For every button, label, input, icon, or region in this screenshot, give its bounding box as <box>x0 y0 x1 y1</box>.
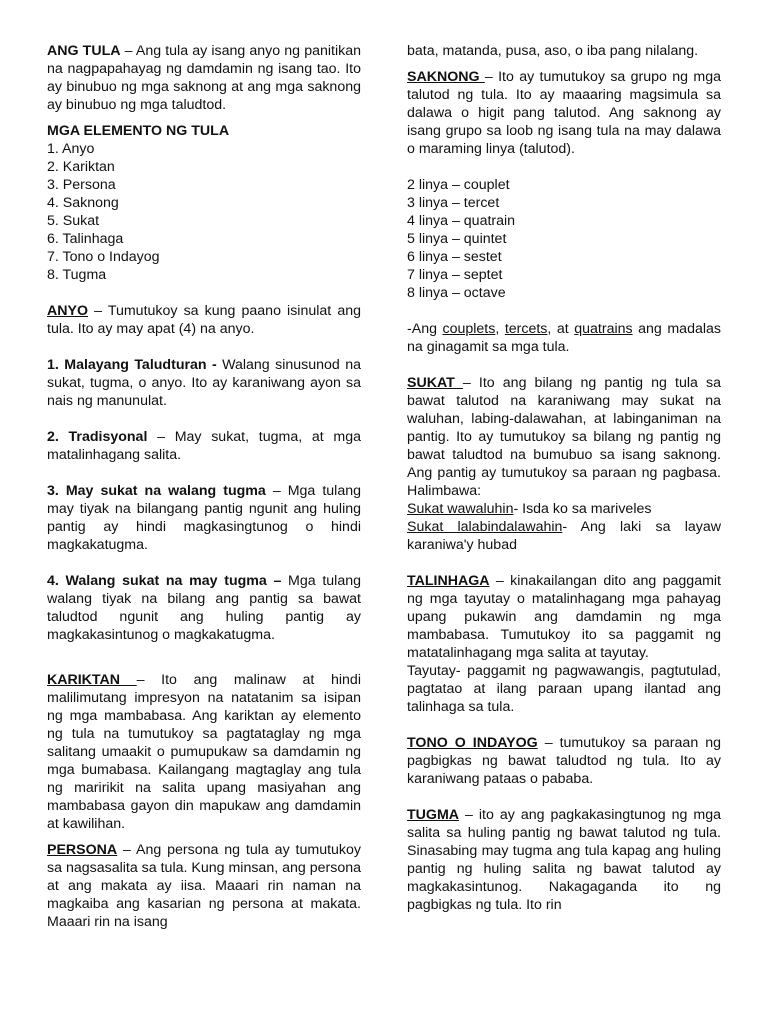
tugma-text: – ito ay ang pagkakasingtunog ng mga salita sa huling pantig ng bawat talutod ng tula. Sinasabing may tugma ang tula kapag ang huling pantig ng huling salita ng bawat talutod ay magkakasintunog. Nakagaganda ito ng pagbigkas ng tula. Ito rin <box>407 807 721 913</box>
list-item: 5 linya – quintet <box>407 231 507 247</box>
anyo-type-1 <box>47 356 361 410</box>
list-item: 6. Talinhaga <box>47 231 124 247</box>
sukat-text: – Ito ang bilang ng pantig ng tula sa bawat talutod na karaniwang may sukat na waluhan, labing-dalawahan, at labinganiman na pantig. Ito ay tumutukoy sa bilang ng pantig ng bawat taludtod na bumubuo sa isang saknong. Ang pantig ay tumutukoy sa paraan ng pagbasa. Halimbawa: <box>407 375 721 499</box>
list-item: 5. Sukat <box>47 213 100 229</box>
intro-term: ANG TULA <box>47 43 121 59</box>
list-item: 6 linya – sestet <box>407 249 502 265</box>
anyo-type-text: Mga tulang walang tiyak na bilang ang pantig sa bawat taludtod ngunit ang huling pantig ay magkakasintunog o magkakatugma. <box>47 573 361 643</box>
example-text: - Isda ko sa mariveles <box>513 501 652 517</box>
example-term: Sukat wawaluhin <box>407 501 514 517</box>
anyo-type-term: 4. Walang sukat na may tugma – <box>47 573 282 589</box>
talinhaga-paragraph <box>407 572 721 662</box>
intro-paragraph <box>47 42 361 114</box>
list-item: 4 linya – quatrain <box>407 213 516 229</box>
elements-heading: MGA ELEMENTO NG TULA <box>47 123 230 139</box>
common-text: ang madalas na ginagamit sa mga tula. <box>407 321 721 355</box>
anyo-term: ANYO <box>47 303 88 319</box>
anyo-type-term: 2. Tradisyonal <box>47 429 148 445</box>
sukat-paragraph <box>407 374 721 500</box>
tono-term: TONO O INDAYOG <box>407 735 538 751</box>
common-term: tercets <box>504 321 548 337</box>
elements-list <box>47 140 361 284</box>
tono-paragraph <box>407 734 721 788</box>
sukat-example-2 <box>407 518 721 554</box>
persona-term: PERSONA <box>47 842 118 858</box>
anyo-type-text: Walang sinusunod na sukat, tugma, o anyo. Ito ay karaniwang ayon sa nais ng manunulat. <box>47 357 361 409</box>
common-forms-paragraph <box>407 320 721 356</box>
list-item: 7 linya – septet <box>407 267 503 283</box>
list-item: 7. Tono o Indayog <box>47 249 160 265</box>
anyo-type-3 <box>47 482 361 554</box>
common-term: couplets <box>442 321 496 337</box>
kariktan-text: – Ito ang malinaw at hindi malilimutang impresyon na natatanim sa isipan ng mga mambabasa. Ang kariktan ay elemento ng tula na tumutukoy sa pagtataglay ng mga salitang umaakit o pumupukaw sa damdamin ng mga bumabasa. Kailangang magtaglay ang tula ng maririkit na salita upang masiyahan ang mambabasa gayon din mapukaw ang damdamin at kawilihan. <box>47 672 361 832</box>
anyo-type-term: 3. May sukat na walang tugma <box>47 483 266 499</box>
intro-text: – Ang tula ay isang anyo ng panitikan na nagpapahayag ng damdamin ng isang tao. Ito ay binubuo ng mga saknong at ang mga saknong ay binubuo ng mga taludtod. <box>47 43 361 113</box>
left-column <box>47 42 361 931</box>
list-item: 2. Kariktan <box>47 159 115 175</box>
talinhaga-text: – kinakailangan dito ang paggamit ng mga tayutay o matalinhagang mga pahayag upang pukawin ang damdamin ng mga mambabasa. Tumutukoy ito sa paggamit ng matatalinhagang mga salita at tayutay. <box>407 573 721 661</box>
common-text: , <box>495 321 505 337</box>
tayutay-paragraph: Tayutay- paggamit ng pagwawangis, pagtutulad, pagtatao at ilang paraan upang ilantad ang talinhaga sa tula. <box>407 663 721 715</box>
tugma-term: TUGMA <box>407 807 460 823</box>
sukat-example-1 <box>407 500 721 518</box>
common-text: -Ang <box>407 321 443 337</box>
common-text: , at <box>547 321 575 337</box>
list-item: 2 linya – couplet <box>407 177 510 193</box>
anyo-type-text: – Mga tulang may tiyak na bilangang pantig ngunit ang huling pantig ay hindi magkasingtunog o hindi magkakatugma. <box>47 483 361 553</box>
list-item: 8. Tugma <box>47 267 107 283</box>
kariktan-term: KARIKTAN <box>47 672 137 688</box>
talinhaga-term: TALINHAGA <box>407 573 490 589</box>
anyo-type-4 <box>47 572 361 644</box>
sukat-term: SUKAT <box>407 375 463 391</box>
anyo-paragraph <box>47 302 361 338</box>
anyo-type-term: 1. Malayang Taludturan - <box>47 357 217 373</box>
persona-paragraph <box>47 841 361 931</box>
saknong-term: SAKNONG <box>407 69 485 85</box>
list-item: 4. Saknong <box>47 195 119 211</box>
persona-text: – Ang persona ng tula ay tumutukoy sa nagsasalita sa tula. Kung minsan, ang persona at ang makata ay iisa. Maaari rin naman na magkaiba ang kasarian ng persona at makata. Maaari rin na isang <box>47 842 361 930</box>
list-item: 3 linya – tercet <box>407 195 500 211</box>
list-item: 3. Persona <box>47 177 116 193</box>
anyo-text: – Tumutukoy sa kung paano isinulat ang tula. Ito ay may apat (4) na anyo. <box>47 303 361 337</box>
linya-list <box>407 176 721 302</box>
example-text: - Ang laki sa layaw karaniwa'y hubad <box>407 519 721 553</box>
list-item: 1. Anyo <box>47 141 95 157</box>
anyo-type-text: – May sukat, tugma, at mga matalinhagang salita. <box>47 429 361 463</box>
right-column <box>407 42 721 914</box>
saknong-paragraph <box>407 68 721 158</box>
common-term: quatrains <box>574 321 633 337</box>
persona-continued: bata, matanda, pusa, aso, o iba pang nilalang. <box>407 43 699 59</box>
list-item: 8 linya – octave <box>407 285 506 301</box>
example-term: Sukat lalabindalawahin <box>407 519 563 535</box>
anyo-type-2 <box>47 428 361 464</box>
kariktan-paragraph <box>47 671 361 833</box>
tono-text: – tumutukoy sa paraan ng pagbigkas ng bawat taludtod ng tula. Ito ay karaniwang pataas o pababa. <box>407 735 721 787</box>
saknong-text: – Ito ay tumutukoy sa grupo ng mga talutod ng tula. Ito ay maaaring magsimula sa dalawa o higit pang talutod. Ang saknong ay isang grupo sa loob ng isang tula na may dalawa o maraming linya (talutod). <box>407 69 721 157</box>
tugma-paragraph <box>407 806 721 914</box>
